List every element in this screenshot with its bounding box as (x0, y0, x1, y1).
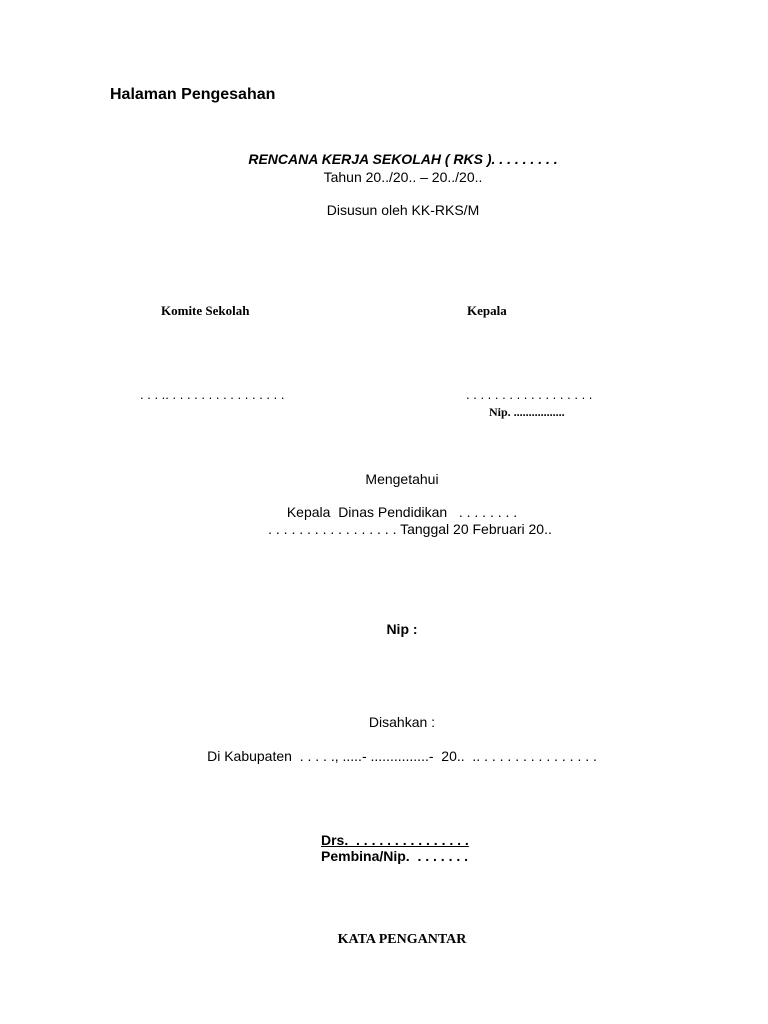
year-line: Tahun 20../20.. – 20../20.. (323, 169, 483, 185)
approver-name: Drs. . . . . . . . . . . . . . . . (321, 832, 469, 848)
compiled-by: Disusun oleh KK-RKS/M (326, 202, 480, 218)
place-date-line: Di Kabupaten . . . . ., .....- ...............- 20.. .. . . . . . . . . . . . . . . . (207, 748, 597, 764)
education-office: Kepala Dinas Pendidikan . . . . . . . . (286, 504, 518, 520)
date-line: . . . . . . . . . . . . . . . . . Tanggal 20 Februari 20.. (268, 521, 552, 537)
page-heading: Halaman Pengesahan (110, 86, 276, 103)
approver-rank: Pembina/Nip. . . . . . . . (321, 848, 469, 864)
right-signature-line: . . . . . . . . . . . . . . . . . . (466, 387, 593, 402)
approval-label: Disahkan : (368, 714, 436, 730)
right-nip: Nip. ................. (489, 405, 565, 419)
left-signatory-role: Komite Sekolah (161, 303, 250, 318)
right-signatory-role: Kepala (467, 303, 507, 318)
acknowledge-nip: Nip : (386, 621, 418, 637)
document-title: RENCANA KERJA SEKOLAH ( RKS ). . . . . . . . . (248, 151, 558, 167)
next-section-heading: KATA PENGANTAR (337, 932, 467, 947)
acknowledge-label: Mengetahui (365, 471, 439, 487)
left-signature-line: . . . .. . . . . . . . . . . . . . . . . (140, 387, 285, 402)
